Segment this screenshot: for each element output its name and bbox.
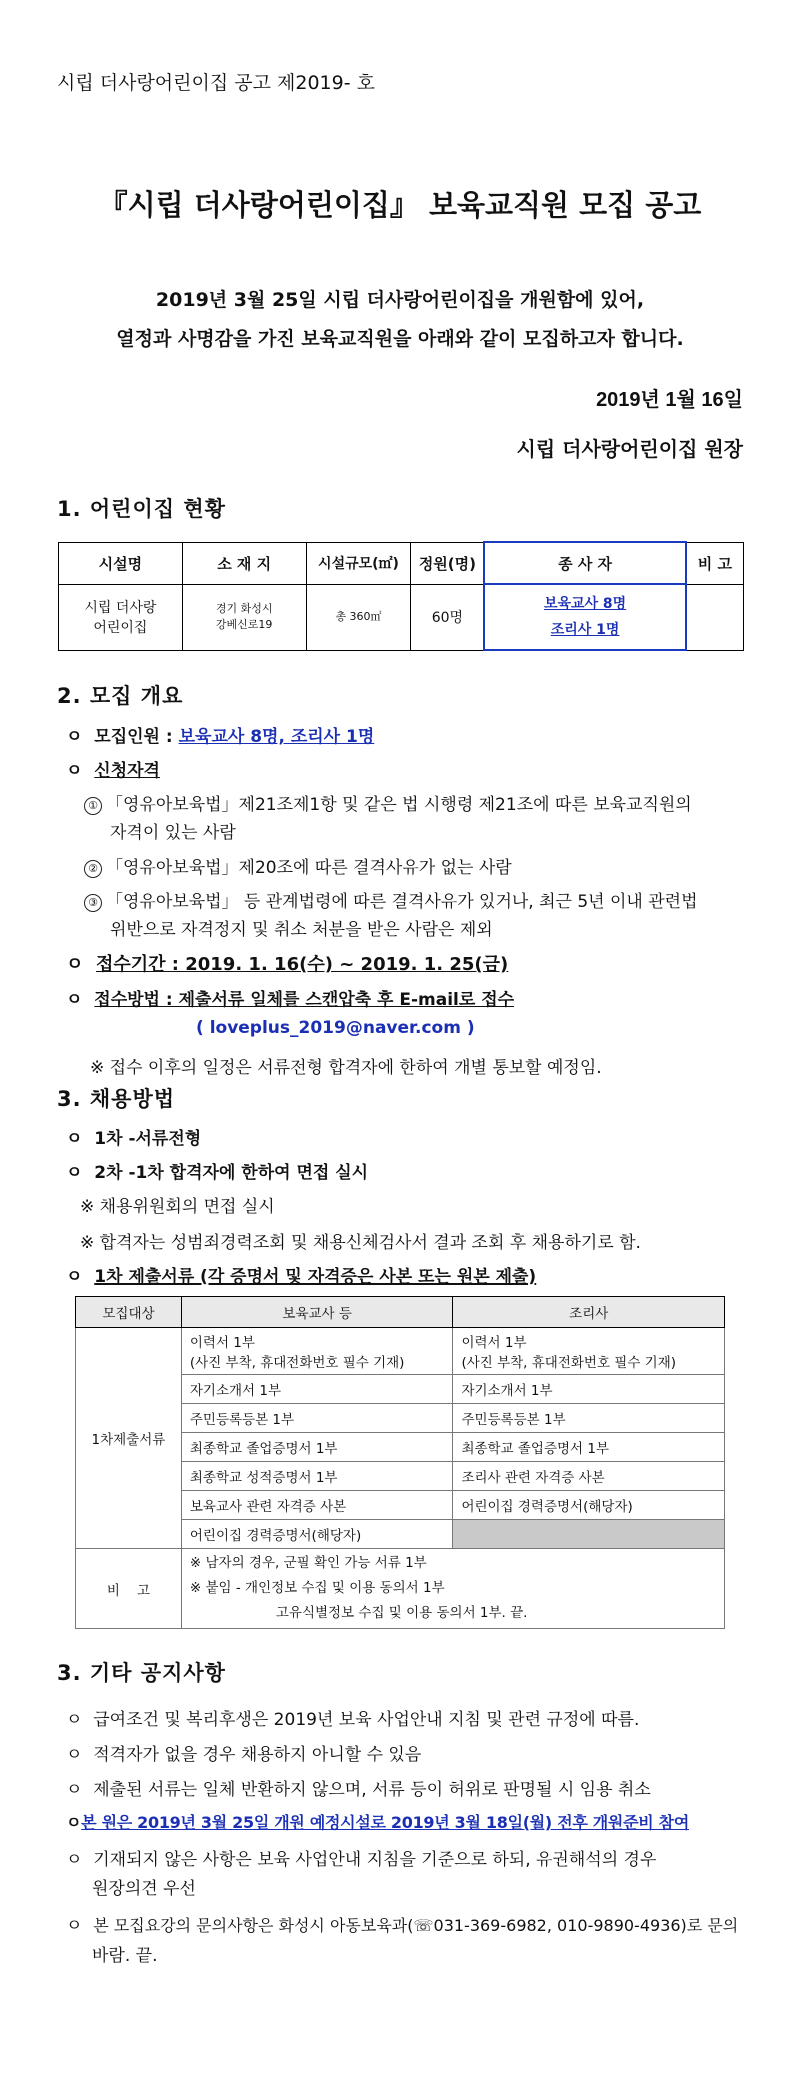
qualification-3-cont: 위반으로 자격정지 및 취소 처분을 받은 사람은 제외 <box>110 920 493 940</box>
bullet: ㅇ <box>66 1745 83 1765</box>
col-header: 조리사 <box>453 1297 725 1328</box>
intro-line-1: 2019년 3월 25일 시립 더사랑어린이집을 개원함에 있어, <box>155 289 645 311</box>
col-header: 종 사 자 <box>484 542 685 584</box>
notice-item: ㅇ 적격자가 없을 경우 채용하지 아니할 수 있음 <box>66 1745 422 1765</box>
cook-doc: 최종학교 졸업증명서 1부 <box>453 1433 725 1462</box>
facility-note-cell <box>686 584 744 650</box>
cook-doc: 이력서 1부 (사진 부착, 휴대전화번호 필수 기재) <box>453 1328 725 1375</box>
remark-label: 비 고 <box>76 1549 182 1629</box>
signer: 시립 더사랑어린이집 원장 <box>516 437 743 461</box>
col-header: 보육교사 등 <box>181 1297 453 1328</box>
col-header: 모집대상 <box>76 1297 182 1328</box>
teacher-doc: 보육교사 관련 자격증 사본 <box>181 1491 453 1520</box>
schedule-note: ※ 접수 이후의 일정은 서류전형 합격자에 한하여 개별 통보할 예정임. <box>90 1058 602 1078</box>
page-title: 『시립 더사랑어린이집』 보육교직원 모집 공고 <box>98 188 702 222</box>
bullet: ㅇ <box>66 1780 83 1800</box>
application-method: ㅇ 접수방법 : 제출서류 일체를 스캔압축 후 E-mail로 접수 <box>66 990 515 1010</box>
notice-item-cont: 바람. 끝. <box>92 1946 158 1966</box>
facility-size-cell: 총 360㎡ <box>306 584 411 650</box>
cook-doc-empty <box>453 1520 725 1549</box>
section-3-heading: 3. 채용방법 <box>57 1087 176 1111</box>
teacher-doc: 최종학교 성적증명서 1부 <box>181 1462 453 1491</box>
qualification-1-cont: 자격이 있는 사람 <box>110 823 236 843</box>
circled-number: ③ <box>84 894 102 912</box>
teacher-doc: 자기소개서 1부 <box>181 1375 453 1404</box>
announcement-date: 2019년 1월 16일 <box>596 389 743 411</box>
documents-title: ㅇ 1차 제출서류 (각 증명서 및 자격증은 사본 또는 원본 제출) <box>66 1267 537 1287</box>
qualification-3: ③ 「영유아보육법」 등 관계법령에 따른 결격사유가 있거나, 최근 5년 이내 관련법 <box>84 887 698 912</box>
application-period: ㅇ 접수기간 : 2019. 1. 16(수) ~ 2019. 1. 25(금) <box>66 954 509 975</box>
teacher-doc: 어린이집 경력증명서(해당자) <box>181 1520 453 1549</box>
recruit-count-value: 보육교사 8명, 조리사 1명 <box>178 727 375 747</box>
remark-content: ※ 남자의 경우, 군필 확인 가능 서류 1부 ※ 붙임 - 개인정보 수집 및 이용 동의서 1부 고유식별정보 수집 및 이용 동의서 1부. 끝. <box>181 1549 724 1629</box>
hiring-note: ※ 합격자는 성범죄경력조회 및 채용신체검사서 결과 조회 후 채용하기로 함. <box>80 1233 641 1253</box>
notice-item-highlight: ㅇ본 원은 2019년 3월 25일 개원 예정시설로 2019년 3월 18일(월) 전후 개원준비 참여 <box>66 1813 689 1832</box>
col-header: 소 재 지 <box>182 542 306 584</box>
section-2-heading: 2. 모집 개요 <box>57 684 184 708</box>
facility-address-cell: 경기 화성시 강베신로19 <box>182 584 306 650</box>
bullet: ㅇ <box>66 1267 83 1287</box>
notice-item: ㅇ 제출된 서류는 일체 반환하지 않으며, 서류 등이 허위로 판명될 시 임용 취소 <box>66 1780 651 1800</box>
bullet: ㅇ <box>66 727 83 747</box>
documents-table-header <box>76 1297 725 1328</box>
col-header: 비 고 <box>686 542 744 584</box>
facility-staff-cell: 보육교사 8명 조리사 1명 <box>484 584 685 650</box>
group-label: 1차제출서류 <box>76 1328 182 1549</box>
facility-name-cell: 시립 더사랑 어린이집 <box>59 584 183 650</box>
facility-table-row <box>59 584 744 650</box>
col-header: 정원(명) <box>411 542 484 584</box>
col-header: 시설규모(㎡) <box>306 542 411 584</box>
bullet: ㅇ <box>66 1129 83 1149</box>
cook-doc: 어린이집 경력증명서(해당자) <box>453 1491 725 1520</box>
circled-number: ② <box>84 860 102 878</box>
section-4-heading: 3. 기타 공지사항 <box>57 1661 226 1685</box>
bullet: ㅇ <box>66 1710 83 1730</box>
bullet: ㅇ <box>66 1813 82 1832</box>
facility-table <box>58 541 744 651</box>
step-2: ㅇ 2차 -1차 합격자에 한하여 면접 실시 <box>66 1163 369 1183</box>
cook-doc: 자기소개서 1부 <box>453 1375 725 1404</box>
bullet: ㅇ <box>66 1916 83 1936</box>
table-row <box>76 1328 725 1375</box>
bullet: ㅇ <box>66 954 84 975</box>
cook-doc: 조리사 관련 자격증 사본 <box>453 1462 725 1491</box>
documents-table <box>75 1296 725 1629</box>
notice-item: ㅇ 기재되지 않은 사항은 보육 사업안내 지침을 기준으로 하되, 유권해석의 경우 <box>66 1850 657 1870</box>
bullet: ㅇ <box>66 1163 83 1183</box>
intro-line-2: 열정과 사명감을 가진 보육교직원을 아래와 같이 모집하고자 합니다. <box>116 328 684 350</box>
teacher-doc: 이력서 1부 (사진 부착, 휴대전화번호 필수 기재) <box>181 1328 453 1375</box>
bullet: ㅇ <box>66 761 83 781</box>
cook-doc: 주민등록등본 1부 <box>453 1404 725 1433</box>
notice-item-cont: 원장의견 우선 <box>92 1879 196 1899</box>
qualification-1: ① 「영유아보육법」제21조제1항 및 같은 법 시행령 제21조에 따른 보육교직원의 <box>84 790 692 815</box>
recruit-count-line: ㅇ 모집인원 : 보육교사 8명, 조리사 1명 <box>66 727 375 747</box>
notice-item: ㅇ 급여조건 및 복리후생은 2019년 보육 사업안내 지침 및 관련 규정에 따름. <box>66 1710 640 1730</box>
step-1: ㅇ 1차 -서류전형 <box>66 1129 202 1149</box>
col-header: 시설명 <box>59 542 183 584</box>
teacher-doc: 최종학교 졸업증명서 1부 <box>181 1433 453 1462</box>
section-1-heading: 1. 어린이집 현황 <box>57 497 226 521</box>
teacher-doc: 주민등록등본 1부 <box>181 1404 453 1433</box>
interview-note: ※ 채용위원회의 면접 실시 <box>80 1197 275 1217</box>
application-email: ( loveplus_2019@naver.com ) <box>196 1018 475 1038</box>
notice-item: ㅇ 본 모집요강의 문의사항은 화성시 아동보육과(☏031-369-6982, 010-9890-4936)로 문의 <box>66 1916 739 1936</box>
bullet: ㅇ <box>66 1850 83 1870</box>
remark-row <box>76 1549 725 1629</box>
circled-number: ① <box>84 797 102 815</box>
notice-number: 시립 더사랑어린이집 공고 제2019- 호 <box>57 72 375 94</box>
qualification-2: ② 「영유아보육법」제20조에 따른 결격사유가 없는 사람 <box>84 853 512 878</box>
qualification-heading: ㅇ 신청자격 <box>66 761 160 781</box>
bullet: ㅇ <box>66 990 83 1010</box>
facility-table-header <box>59 542 744 584</box>
facility-capacity-cell: 60명 <box>411 584 484 650</box>
